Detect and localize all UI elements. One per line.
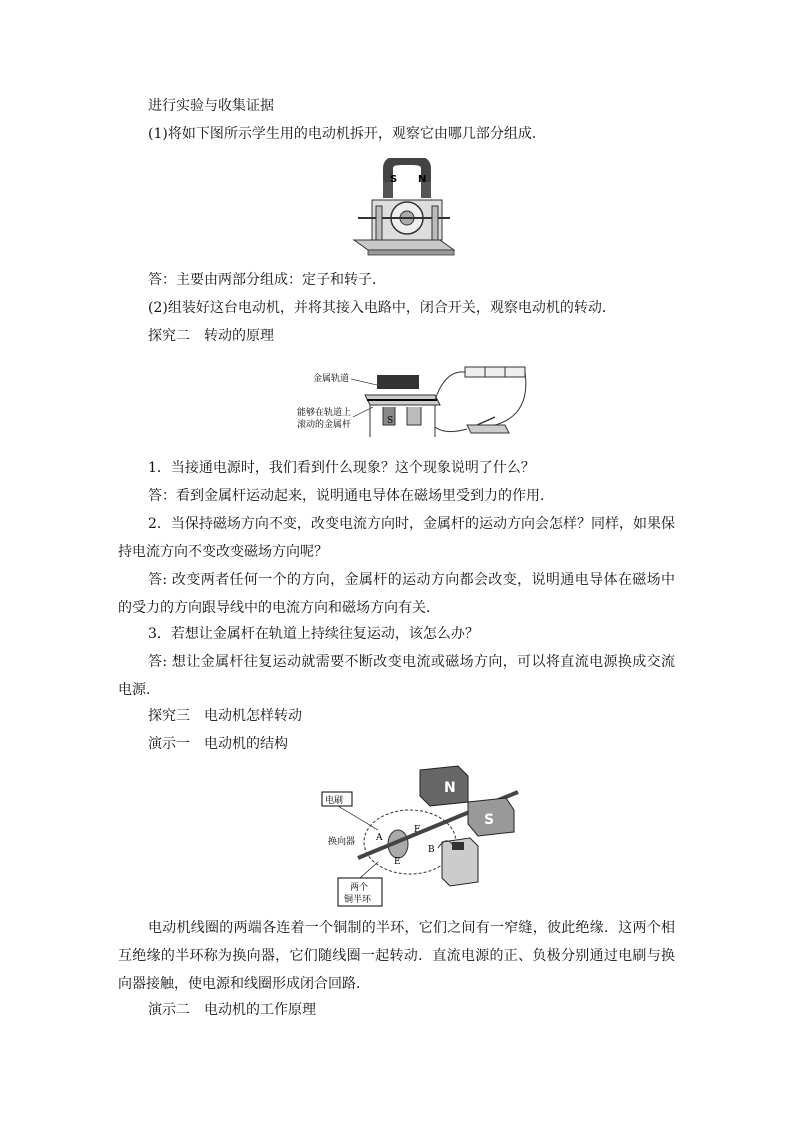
answer-1: 答：看到金属杆运动起来，说明通电导体在磁场里受到力的作用． [148, 488, 554, 504]
answer-2: 答: 改变两者任何一个的方向，金属杆的运动方向都会改变，说明通电导体在磁场中的受力的方向跟导线中的电流方向和磁场方向有关． [118, 572, 675, 616]
student-motor-figure [350, 158, 458, 258]
rail-experiment-figure [295, 355, 530, 445]
rail-label: 金属轨道 [313, 374, 350, 384]
commutator-paragraph: 电动机线圈的两端各连着一个铜制的半环，它们之间有一窄缝，彼此绝缘．这两个相互绝缘的半环称为换向器，它们随线圈一起转动．直流电源的正、负极分别通过电刷与换向器接触，使电源和线圈形成闭合回路． [118, 920, 675, 992]
fig2-s-label: S [387, 416, 394, 426]
answer-components: 答：主要由两部分组成：定子和转子． [148, 272, 386, 288]
commutator-label: 换向器 [328, 837, 356, 847]
section-heading-principle: 探究二 转动的原理 [148, 328, 274, 344]
label-f: F [414, 825, 421, 835]
demo-2-heading: 演示二 电动机的工作原理 [148, 1002, 316, 1018]
question-1: 1．当接通电源时，我们看到什么现象？这个现象说明了什么？ [148, 460, 535, 476]
demo-1-heading: 演示一 电动机的结构 [148, 736, 288, 752]
section-heading-experiment: 进行实验与收集证据 [148, 98, 274, 114]
rod-label-line2: 滚动的金属杆 [297, 420, 352, 430]
rings-label-line1: 两个 [350, 883, 369, 893]
brush-label: 电刷 [325, 796, 344, 806]
fig1-n-label: N [418, 174, 427, 185]
magnet-s-label: S [484, 812, 495, 828]
section-heading-motor-rotation: 探究三 电动机怎样转动 [148, 708, 302, 724]
rings-label-line2: 铜半环 [344, 895, 372, 905]
instruction-2: (2)组装好这台电动机，并将其接入电路中，闭合开关，观察电动机的转动． [148, 300, 616, 316]
label-e: E [394, 857, 401, 867]
question-3: 3．若想让金属杆在轨道上持续往复运动，该怎么办？ [148, 626, 479, 642]
rod-label-line1: 能够在轨道上 [297, 408, 352, 418]
instruction-1: (1)将如下图所示学生用的电动机拆开，观察它由哪几部分组成． [148, 126, 546, 142]
fig1-s-label: S [390, 174, 398, 185]
answer-3: 答: 想让金属杆往复运动就需要不断改变电流或磁场方向，可以将直流电源换成交流电源． [118, 654, 675, 698]
label-b: B [428, 845, 435, 855]
motor-structure-figure [318, 762, 533, 907]
question-2: 2．当保持磁场方向不变，改变电流方向时，金属杆的运动方向会怎样？同样，如果保持电流方向不变改变磁场方向呢？ [118, 516, 675, 560]
label-a: A [376, 833, 383, 843]
magnet-n-label: N [444, 780, 456, 796]
